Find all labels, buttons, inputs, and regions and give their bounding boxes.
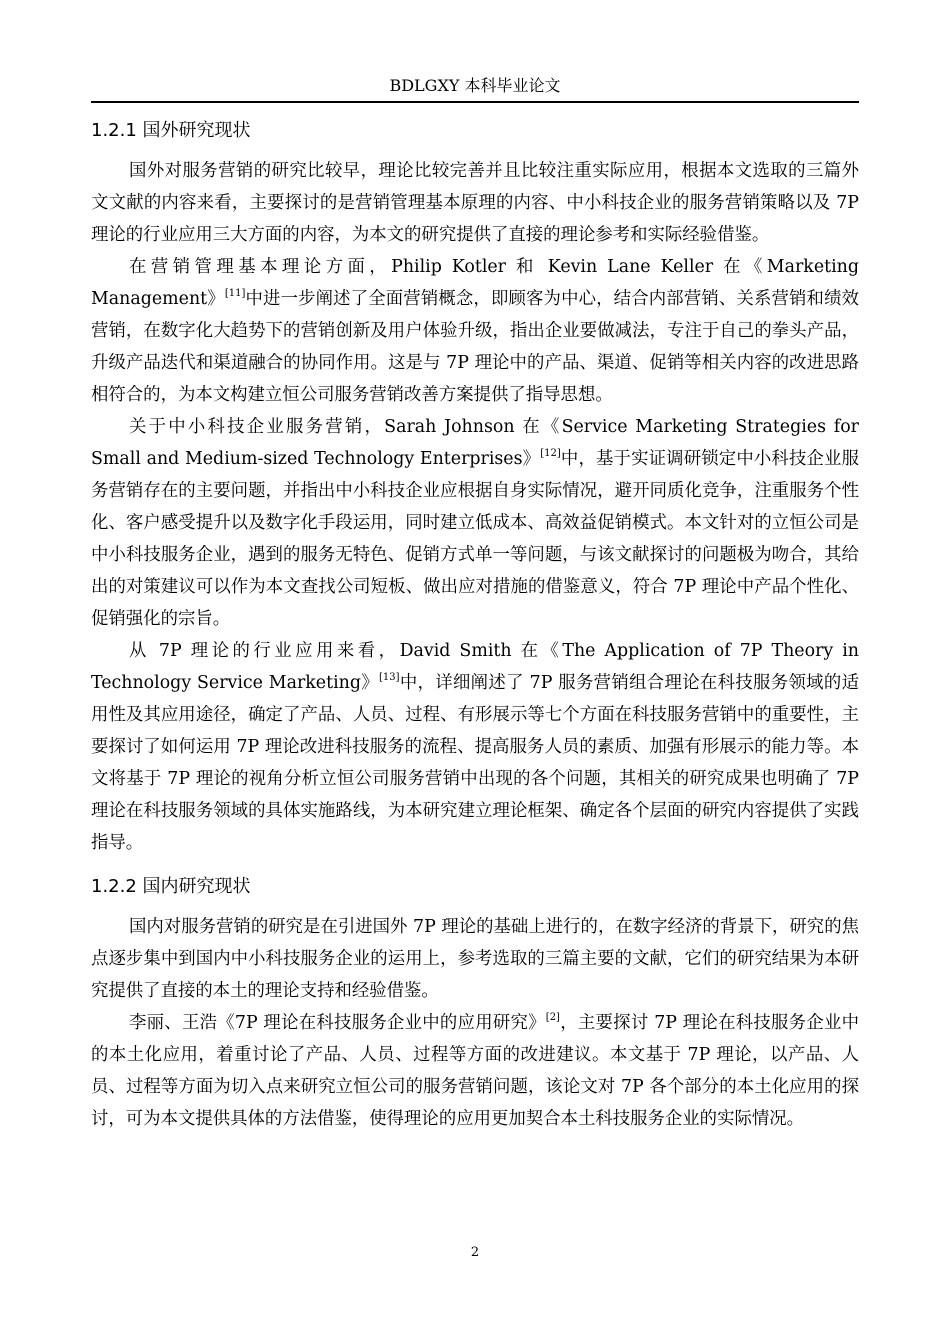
paragraph [91,155,859,251]
header-rule [91,101,859,103]
citation-marker: [13] [379,672,400,683]
page-header: BDLGXY 本科毕业论文 [389,76,561,95]
page-body [91,115,859,1135]
paragraph [91,251,859,411]
paragraph-text: 关于中小科技企业服务营销，Sarah Johnson 在《Service Marketing Strategies for Small and Medium-sized Technology Enterprises》 [91,417,859,469]
paragraph-text: 中进一步阐述了全面营销概念，即顾客为中心，结合内部营销、关系营销和绩效营销，在数字化大趋势下的营销创新及用户体验升级，指出企业要做减法，专注于自己的拳头产品，升级产品迭代和渠道融合的协同作用。这是与 7P 理论中的产品、渠道、促销等相关内容的改进思路相符合的，为本文构建立恒公司服务营销改善方案提供了指导思想。 [91,289,860,405]
paragraph [91,635,859,859]
section-heading: 1.2.2 国内研究现状 [91,876,251,897]
citation-marker: [12] [540,448,561,459]
paragraph-text: ，主要探讨 7P 理论在科技服务企业中的本土化应用，着重讨论了产品、人员、过程等方面的改进建议。本文基于 7P 理论，以产品、人员、过程等方面为切入点来研究立恒公司的服务营销问题，该论文对 7P 各个部分的本土化应用的探讨，可为本文提供具体的方法借鉴，使得理论的应用更加契合本土科技服务企业的实际情况。 [91,1013,860,1129]
section-heading: 1.2.1 国外研究现状 [91,120,251,141]
section-foreign-research [91,115,859,859]
paragraph-text: 李丽、王浩《7P 理论在科技服务企业中的应用研究》 [129,1013,546,1033]
paragraph-text: 国外对服务营销的研究比较早，理论比较完善并且比较注重实际应用，根据本文选取的三篇外文文献的内容来看，主要探讨的是营销管理基本原理的内容、中小科技企业的服务营销策略以及 7P 理论的行业应用三大方面的内容，为本文的研究提供了直接的理论参考和实际经验借鉴。 [91,161,859,245]
paragraph [91,1007,859,1135]
section-domestic-research [91,871,859,1135]
citation-marker: [2] [545,1012,560,1023]
paragraph-text: 中，详细阐述了 7P 服务营销组合理论在科技服务领域的适用性及其应用途径，确定了产品、人员、过程、有形展示等七个方面在科技服务营销中的重要性，主要探讨了如何运用 7P 理论改进科技服务的流程、提高服务人员的素质、加强有形展示的能力等。本文将基于 7P 理论的视角分析立恒公司服务营销中出现的各个问题，其相关的研究成果也明确了 7P 理论在科技服务领域的具体实施路线，为本研究建立理论框架、确定各个层面的研究内容提供了实践指导。 [91,673,859,853]
page-number: 2 [470,1245,480,1260]
paragraph [91,911,859,1007]
paragraph-text: 中，基于实证调研锁定中小科技企业服务营销存在的主要问题，并指出中小科技企业应根据自身实际情况，避开同质化竞争，注重服务个性化、客户感受提升以及数字化手段运用，同时建立低成本、高效益促销模式。本文针对的立恒公司是中小科技服务企业，遇到的服务无特色、促销方式单一等问题，与该文献探讨的问题极为吻合，其给出的对策建议可以作为本文查找公司短板、做出应对措施的借鉴意义，符合 7P 理论中产品个性化、促销强化的宗旨。 [91,449,859,629]
citation-marker: [11] [224,288,246,299]
paragraph [91,411,859,635]
paragraph-text: 在营销管理基本理论方面，Philip Kotler 和 Kevin Lane Keller 在《Marketing Management》 [91,257,859,309]
paragraph-text: 国内对服务营销的研究是在引进国外 7P 理论的基础上进行的，在数字经济的背景下，研究的焦点逐步集中到国内中小科技服务企业的运用上，参考选取的三篇主要的文献，它们的研究结果为本研究提供了直接的本土的理论支持和经验借鉴。 [91,917,859,1001]
paragraph-text: 从 7P 理论的行业应用来看，David Smith 在《The Application of 7P Theory in Technology Service Marketing》 [91,641,859,693]
